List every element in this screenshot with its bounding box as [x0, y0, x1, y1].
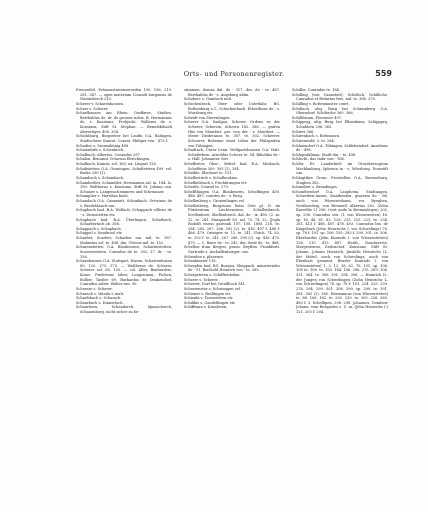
- index-entry: Schaurbern, Schandorch, Spanschorch, Schauenborg, nicht sicher zu be-: [76, 305, 172, 314]
- index-entry: Scheitle, Conrad te. 279.: [184, 185, 229, 190]
- index-entry: Schoberc s. Gambach mül.: [184, 97, 233, 102]
- index-entry: Scherpeteten s. Schifftenkehm.: [184, 273, 241, 277]
- index-entry: Schiffraun s. Kranleven.: [184, 305, 228, 310]
- index-entry: Schamberlier, Schambler, Hermannus sal. in. 184. lo. 190. Waltherus s. Konstanz, Stift St. Johann can. Schaner s. Langenschemmern und Schrumaer.: [76, 180, 172, 194]
- index-entry: Schenkmeier 118.: [184, 259, 217, 264]
- index-entry: Schamplier s. Harribas kauh.: [76, 194, 129, 199]
- index-entry: Schalbuch, Albertus, Conradus 297.: [76, 152, 141, 157]
- index-entry: Scherr s. Scherer.: [76, 106, 109, 111]
- index-entry: Scheffester, Ober-, Mittel- bad. B.A. Mosbach, Schelfstus 309. 305 (2). 294.: [184, 162, 280, 171]
- index-entry: Schirer 366.: [292, 129, 315, 134]
- page-number: 559: [375, 69, 392, 78]
- index-entry: Schirenwald, 3. te. 284.: [292, 138, 335, 143]
- index-entry: Schiener s. Brallingen etr.: [184, 291, 232, 296]
- index-entry: Schaienbirh s. Schenbirch.: [76, 148, 125, 153]
- index-entry: Scherpfen bad. BG. Burgau, Sheppach. ministeriales de - 91. Berthold Heinrich von - te. 385.: [184, 263, 280, 273]
- index-entry: Schaurbach s. Dinnerlach.: [76, 300, 124, 305]
- index-entry: Scharber, Scarber, Scharber em. mil. te. 387. Mahnrius sol. te. 496. dm. Ulrious mil. te. 152.: [76, 236, 172, 245]
- index-entry: Scherrer, Dorf bei Ostalfhoch 341.: [184, 282, 247, 287]
- index-entry: Scharfsbach s. Scharach.: [76, 296, 122, 301]
- index-entry: Schadier s. Szenenkünig 498.: [76, 143, 130, 148]
- index-entry: Scherare s. Scherer.: [76, 286, 113, 291]
- index-entry: Schellenberg, Burgruine beim Orte gl. N. im Fürstentum Liechtenstein, Schellenbrech, Scellenbere, Shellenberch. dal. de - ix. 480. (2. m. 12. te. 241. Marquardt 83. sal. 73. 74. 22. (Jegla Rodolfi viseos garenah 107. 108. 168f. 218. te. 284. 285. 287. 286. 392 (2). te. 416. 497 f. 486 f. 486. 479. Ortrigew te. 12. te. 241. Ulrich. 74. 83. te. 392 f. te. 241. 267. 286. 296 (2). op. 436. 470. 470. — C. Baire de - te. 242. dm. Seite de - te. 488.: [184, 203, 280, 245]
- index-entry: Schiltbrunn, Florenver 497.: [292, 115, 343, 120]
- index-entry: Schlapwiklinan, Stadt dm. - te. 496.: [292, 152, 357, 157]
- index-entry: Schellon from Bergen, praon. BeyBen. Frankfurti. Gertrude s. Aschaffenburger. can.: [184, 245, 280, 254]
- index-entry: Schapbach bad. B.A. Überlingen, Schatbach, Scharbertach ob. 388.: [76, 217, 172, 227]
- index-entry: Schechenbech, Ober- oder Unterlahr. BG. Rothenburg a.T., Scheckenbach. Etbertlinus de - s. Wurzburg etr.: [184, 101, 280, 116]
- index-entry: Schelfestrieb s. Schalbrodam.: [184, 175, 238, 180]
- index-entry: Schienki s. Dornstetten etr.: [184, 296, 234, 301]
- index-entry: Scherer O.A. Saulgau, Scherer, Ordens ze der Scherer, Scherrin, Scherrn 182. 286. — grafen Hiir von Montfort. gre. von der - s. Montfort. — Meier Diederanns te. 387. te. 302. Scherrer, Schoerer, Bebenne einer Lilien der Pfalzgrafen von Tübingen.: [184, 120, 280, 148]
- index-entry: Schirenbach s. Rebenasrn.: [292, 134, 341, 139]
- index-entry: Scharenstetten O.A. Blaubeuren, Scharnestetten, Scarenesteten. Corradus de te. 302. 17. dr. - te. 156.: [76, 245, 172, 259]
- index-entry: Scheidt von Sterenlingen.: [184, 115, 231, 120]
- index-entry: Scherrenster s. Schrinngen vel.: [184, 286, 242, 291]
- index-entry: Scherre s. Scherer.: [184, 277, 219, 282]
- index-entry: Schichtburg, Burgreiter bei Laufin O.A. Balingen, Stadtschrer. Kunrat, Conrat, Ebiliger von - 473 f.: [76, 134, 172, 143]
- index-entry: Schiller, Cunradus te. 184.: [292, 88, 341, 92]
- index-entry: Schappel s. Sumbrool etr.: [76, 231, 123, 236]
- index-entry: Scharfhausen am Rhein, Ossffarre, Stadtes. Berthaldus de, dr. de grorem nobis. B. Hermannus de, s. Konstanz, Probjecki. Wallarus de s. Konstanz, Stift St. Stephan. — Benedikthaeli Abwertiger. 498. 304.: [76, 111, 172, 134]
- index-entry: Schmelzer s. Brandinges.: [292, 185, 338, 190]
- index-entry: stimmen. domus dal. de - 317. dos. de - te. 487. Berthaldus de - s. Augsburg ablm.: [184, 88, 280, 97]
- index-entry: Schilikis s. Gandelfingen etr.: [184, 300, 236, 305]
- index-entry: Schelfthingen O.A. Blaubeuren, Schelfingen 450. 486. 487. comites de - s. Berg.: [184, 189, 280, 199]
- index-entry: Freuenthil, Prämonstratenserorden 190. 196. 219. 281. 347. — ogen materiam Conradi burgensis de Nuremberch 219.: [76, 88, 172, 102]
- index-entry: Schlecht, das Indir von - 166.: [292, 157, 345, 162]
- index-entry: Scheible, Eberhart te. 131.: [184, 171, 233, 176]
- index-column-2: [184, 88, 280, 310]
- index-entry: Schiltach, abg. Burg bei Schramberg O.A. Oberndorf, Schilteche 360. 366.: [292, 106, 388, 116]
- index-entry: Schippryg, abg. Burg bei Elbendams, Schippprg, Schahlern 296. 365.: [292, 120, 388, 129]
- index-entry: Scharach s. Wanda-2 mult.: [76, 291, 125, 296]
- index-entry: Schalen, Benumst Octavum Ebrtchingen.: [76, 157, 151, 162]
- header-title: Orts- und Personenregister.: [183, 70, 285, 78]
- index-entry: Schapbach bad. B.A. Wolfach, Schappach villicus de - s. Durnstetten etr.: [76, 208, 172, 217]
- index-entry: Schaiftach, Unter Lenn. Wolfgartshausen O.A. Halt. Scheferfurn. Arnoldus Sclecer te. 94. Bilioldus de - s. Hall. Johannter. fort.: [184, 148, 280, 162]
- index-entry: Schalbuch, Kunrat, sol. 160; ux. Lingart 126.: [76, 162, 157, 166]
- index-entry: Schambech s. Schambach.: [76, 175, 124, 180]
- index-entry: Schlagtibre Grom. Freistellen O.A. Ravensburg, Slughen 382.: [292, 175, 388, 185]
- index-entry: Schilling (von Cannstatt), Schillech, Schilliche, Cunradus et Britarius fres. mil. te. 366. 370.: [292, 92, 388, 102]
- index-entry: Scherer v. Scharenhausen.: [76, 101, 125, 106]
- index-entry: Schandach O.A. Cannstatt, Schanbach. Ortwinus de s. Braiteblanch ran.: [76, 199, 172, 208]
- index-column-1: [76, 88, 172, 315]
- index-entry: Schilling v. Rottenmuster convt.: [292, 101, 350, 106]
- index-entry: Schellenberg s. Gronenlingen vel.: [184, 199, 246, 203]
- index-entry: Schonebesdorf O.A. Laupheim, Stadtangen, Schreiben-Ausen, Smaibenten. gtaverm de - 86. auch von Wisenwedaum, vos Byeghen, Vorüberolenj, von Bremerf) Albertus 282. (Zohn Rarrellie I.) 296. (vert ande la Bremenlegen) 202. sp. 296. Cunradus sen. (I. von Wisenwesten) 16. sp. 16. 48. 61. 82. 128. 213. 215. 221. te. 234. 261. 413 f. 488. 487. 478. 493. Cunradus bm. de Kingeborn (Jehn Heurrichs I. vos Schwelings) 78. sp. 78 f. 101. sp. 106. 195. 285 f. 299. 301. te. 306. Ekerhardus (Jehn Kunrads I. von Wiesenstetten) 126. 215. 413. 487. Herkt., Domherrvte. Morgestenen, Erzbischof. Konstanz, Stift St. Johann. Johann Heinrich, Jinsfalls Heinrichs (L. der Mittel, noch von Schwelings, auch von Ebenhart genannt, Bruder Kunrads I. von Wiesensteten) 1. 2. 12. 38. 62. 78. 101. sp. 106. 108 te. 108. te. 155. 184. 186. 288. 215. 289. 304. 331. 364. te. 389. 391. 394. 396. — Heinrich II., der Jungen von Schwelingen (Zohn Heinrichs L. von Schwelingen) 78. sp. 78 f. 101. 224. 225. 239. 276. 294. 299. 301. 306. 390. sp. 299. te. 391. 381. 383 (2). 385. Hermannus (von Wiesensteten) te. 88. 106. 162. te. 292. 230. te. 309. 326. 380. 480 f. 3. Schellipen, 298. 298. Johannes, Domherr Johann, vem Beispieles s. U. m. (Jehn Heinrichs I.) 121. 203 f. 204.: [292, 189, 388, 314]
- index-entry: Schappach s. Schapbach.: [76, 226, 122, 231]
- index-entry: Scharnhausen O.A. Stuttgart, Husen, Scharrenhusen 89. 120. 273. 370. — Waltherus de. Scherer, Scherer sol. 65. 120. — col. Aller, Benhardeis, Koms, Friderious laher, Lengouman, Fichen, Bollier, Tastler 69. Barkardus de Denkendorf, Conradus salter. Walter ran. 90.: [76, 259, 172, 287]
- index-entry: Schabstetten O.A. Gruningen. Schaftsteten 499. rel. Broke 290 (1).: [76, 166, 172, 176]
- index-column-3: [292, 88, 388, 315]
- index-entry: Schefkelsbach s. Fischbrungen etr.: [184, 180, 248, 185]
- index-entry: Schlaiendorf O.A. Tübingen, Schlebendorf. Anselmus de - 498.: [292, 143, 388, 153]
- running-header: [76, 70, 392, 82]
- index-entry: Schlör Ev. Landerkieb im Grossherzogtum Mecklenburg, Spheron in - s. Würzburg. Domstift can.: [292, 162, 388, 176]
- index-entry: Schenden s. planeure.: [184, 254, 225, 259]
